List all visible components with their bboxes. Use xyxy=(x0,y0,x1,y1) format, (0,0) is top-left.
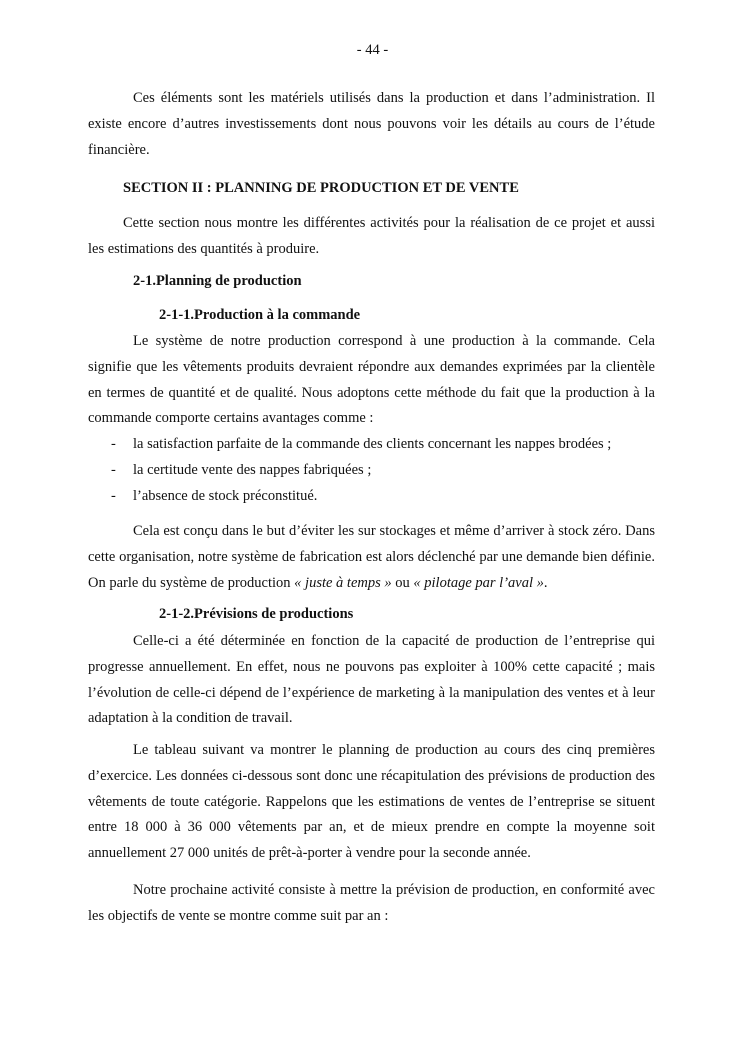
paragraph-intro: Ces éléments sont les matériels utilisés dans la production et dans l’administration. Il existe encore d’autres investissements dont nous pouvons voir les détails au cours de l’étude financière. xyxy=(88,90,655,158)
heading-2-1-1: 2-1-1.Production à la commande xyxy=(159,307,361,323)
bullet-marker: - xyxy=(111,488,116,504)
paragraph-text: Cela est conçu dans le but d’éviter les sur stockages et même d’arriver à stock zéro. Dans cette organisation, notre système de fabrication est alors déclenché par une demande bien définie. On parle du système de production xyxy=(88,523,655,591)
paragraph-previsions: Celle-ci a été déterminée en fonction de la capacité de production de l’entreprise qui progresse annuellement. En effet, nous ne pouvons pas exploiter à 100% cette capacité ; mais l’évolution de celle-ci dépend de l’expérience de marketing à la manipulation des ventes et à leur adaptation à la condition de travail. xyxy=(88,633,655,727)
paragraph-stock-zero xyxy=(88,519,655,596)
term-juste-a-temps: « juste à temps » xyxy=(294,574,392,591)
heading-2-1: 2-1.Planning de production xyxy=(133,273,302,289)
bullet-marker: - xyxy=(111,436,116,452)
list-item-text: la certitude vente des nappes fabriquées ; xyxy=(133,462,372,478)
list-item-text: l’absence de stock préconstitué. xyxy=(133,488,318,504)
bullet-marker: - xyxy=(111,462,116,478)
term-pilotage-par-aval: « pilotage par l’aval » xyxy=(413,574,544,591)
paragraph-production-commande: Le système de notre production correspond à une production à la commande. Cela signifie que les vêtements produits devraient répondre aux demandes exprimées par la clientèle en termes de quantité et de qualité. Nous adoptons cette méthode du fait que la production à la commande comporte certains avantages comme : xyxy=(88,333,655,427)
paragraph-text-connector: ou xyxy=(391,574,414,591)
paragraph-tableau: Le tableau suivant va montrer le planning de production au cours des cinq premières d’exercice. Les données ci-dessous sont donc une récapitulation des prévisions de production des vêtements de toute catégorie. Rappelons que les estimations de ventes de l’entreprise se situent entre 18 000 à 36 000 vêtements par an, et de mieux prendre en compte la moyenne soit annuellement 27 000 unités de prêt-à-porter à vendre pour la seconde année. xyxy=(88,742,655,862)
heading-2-1-2: 2-1-2.Prévisions de productions xyxy=(159,606,354,622)
paragraph-prochaine-activite: Notre prochaine activité consiste à mettre la prévision de production, en conformité avec les objectifs de vente se montre comme suit par an : xyxy=(88,882,655,924)
paragraph-section-intro: Cette section nous montre les différentes activités pour la réalisation de ce projet et aussi les estimations des quantités à produire. xyxy=(88,215,655,257)
section-title: SECTION II : PLANNING DE PRODUCTION ET DE VENTE xyxy=(123,180,519,196)
list-item-text: la satisfaction parfaite de la commande des clients concernant les nappes brodées ; xyxy=(133,436,612,452)
page-number: - 44 - xyxy=(356,42,389,58)
paragraph-text-end: . xyxy=(543,574,548,591)
